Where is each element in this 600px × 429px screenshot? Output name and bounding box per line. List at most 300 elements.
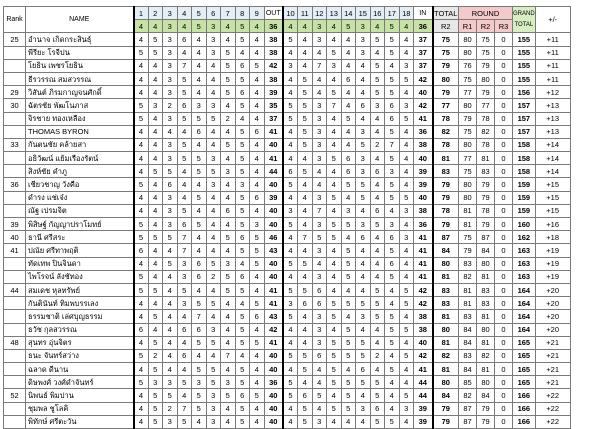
front-hole-score: 4 [192,59,207,72]
round1-score: 77 [459,152,477,165]
front-hole-score: 4 [134,257,149,270]
round2-score: 80 [477,323,495,336]
front-hole-score: 5 [221,59,236,72]
front-hole-score: 4 [148,257,163,270]
front-hole-score: 5 [192,402,207,415]
total-score: 81 [433,310,459,323]
player-rank [4,349,26,362]
back-hole-score: 4 [312,86,327,99]
back-hole-score: 4 [283,72,298,85]
round3-score: 0 [495,191,513,204]
out-score: 38 [264,33,283,46]
round2-score: 83 [477,297,495,310]
front-hole-score: 6 [192,270,207,283]
player-name: นิพนธ์ พิมปาน [26,389,134,402]
back-hole-score: 3 [356,125,371,138]
back-hole-score: 4 [341,283,356,296]
in-score: 42 [414,72,433,85]
grand-total-score: 155 [513,72,536,85]
in-score: 37 [414,33,433,46]
player-rows [4,33,571,429]
back-hole-score: 4 [283,336,298,349]
player-rank [4,257,26,270]
round1-score: 80 [459,138,477,151]
back-hole-score: 5 [341,376,356,389]
round1-score: 81 [459,297,477,310]
back-hole-score: 6 [385,99,400,112]
front-hole-score: 4 [163,297,178,310]
front-hole-score: 4 [221,336,236,349]
grand-total-score: 158 [513,152,536,165]
front-hole-score: 4 [163,125,178,138]
player-rank [4,191,26,204]
front-hole-score: 4 [235,297,250,310]
in-score: 44 [414,389,433,402]
plus-minus-score: +20 [535,323,570,336]
back-hole-score: 4 [283,323,298,336]
back-hole-score: 6 [370,204,385,217]
front-hole-score: 6 [235,59,250,72]
total-score: 84 [433,244,459,257]
plus-minus-score: +11 [535,72,570,85]
player-name: ปณัย ศรีทาพฤติ [26,244,134,257]
round3-score: 0 [495,336,513,349]
front-hole-score: 5 [206,165,221,178]
in-score: 41 [414,244,433,257]
front-hole-score: 5 [206,297,221,310]
round3-score: 0 [495,138,513,151]
front-hole-score: 4 [148,191,163,204]
back-hole-score: 5 [341,389,356,402]
in-score: 36 [414,125,433,138]
front-hole-score: 4 [206,349,221,362]
par-value: 4 [283,20,298,33]
back-hole-score: 4 [298,323,313,336]
front-hole-score: 4 [192,86,207,99]
hole-number: 15 [356,7,371,20]
front-hole-score: 3 [163,59,178,72]
round3-score: 0 [495,152,513,165]
r3-header: R3 [495,20,513,33]
round3-score: 0 [495,283,513,296]
plus-minus-score: +21 [535,376,570,389]
front-hole-score: 4 [192,72,207,85]
back-hole-score: 4 [327,270,342,283]
back-hole-score: 5 [298,165,313,178]
front-hole-score: 3 [206,99,221,112]
grand-total-score: 164 [513,310,536,323]
back-hole-score: 4 [370,178,385,191]
front-hole-score: 4 [221,218,236,231]
hole-number: 13 [327,7,342,20]
grand-total-header: GRAND TOTAL [513,7,536,33]
out-score: 39 [264,86,283,99]
player-row [4,389,571,402]
round3-score: 0 [495,415,513,428]
back-hole-score: 5 [399,323,414,336]
front-hole-score: 4 [148,86,163,99]
back-hole-score: 4 [312,178,327,191]
par-value: 5 [341,20,356,33]
player-name: ธานี ศรีสระ [26,231,134,244]
back-hole-score: 3 [312,112,327,125]
total-score: 75 [433,46,459,59]
back-hole-score: 4 [370,257,385,270]
out-score: 40 [264,363,283,376]
front-hole-score: 3 [163,376,178,389]
in-score: 40 [414,152,433,165]
total-score: 75 [433,33,459,46]
front-hole-score: 4 [250,46,265,59]
player-rank [4,310,26,323]
back-hole-score: 4 [370,125,385,138]
grand-total-score: 164 [513,323,536,336]
back-hole-score: 3 [312,415,327,428]
front-hole-score: 5 [235,125,250,138]
front-hole-score: 4 [192,178,207,191]
out-score: 46 [264,231,283,244]
round2-score: 81 [477,363,495,376]
out-score: 39 [264,191,283,204]
front-hole-score: 4 [148,125,163,138]
back-hole-score: 4 [399,165,414,178]
front-hole-score: 6 [177,99,192,112]
back-hole-score: 6 [298,297,313,310]
player-row [4,415,571,428]
front-hole-score: 3 [221,257,236,270]
out-score: 40 [264,257,283,270]
out-score: 44 [264,165,283,178]
back-hole-score: 4 [385,376,400,389]
back-hole-score: 6 [341,165,356,178]
hole-number: 16 [370,7,385,20]
round2-score: 80 [477,257,495,270]
back-hole-score: 4 [399,336,414,349]
front-hole-score: 4 [148,138,163,151]
front-hole-score: 6 [192,323,207,336]
back-hole-score: 4 [283,191,298,204]
back-hole-score: 4 [385,59,400,72]
front-hole-score: 6 [177,323,192,336]
round2-score: 79 [477,191,495,204]
front-hole-score: 4 [134,72,149,85]
plus-minus-score: +12 [535,86,570,99]
back-hole-score: 4 [385,283,400,296]
player-name: ทัดเทพ ปินจินดา [26,257,134,270]
back-hole-score: 3 [399,99,414,112]
in-score: 41 [414,270,433,283]
front-hole-score: 4 [163,310,178,323]
back-hole-score: 4 [370,270,385,283]
round2-score: 83 [477,283,495,296]
player-row [4,165,571,178]
player-row [4,363,571,376]
back-hole-score: 5 [298,402,313,415]
front-hole-score: 5 [192,218,207,231]
in-score: 38 [414,138,433,151]
round2-score: 82 [477,125,495,138]
front-hole-score: 4 [177,363,192,376]
back-hole-score: 5 [385,415,400,428]
back-hole-score: 4 [370,152,385,165]
back-hole-score: 6 [341,72,356,85]
back-hole-score: 5 [370,218,385,231]
front-hole-score: 5 [221,86,236,99]
back-hole-score: 4 [399,152,414,165]
front-hole-score: 3 [148,99,163,112]
player-row [4,72,571,85]
round2-score: 78 [477,112,495,125]
front-hole-score: 4 [134,204,149,217]
back-hole-score: 3 [399,402,414,415]
player-rank [4,376,26,389]
back-hole-score: 5 [327,46,342,59]
front-hole-score: 5 [134,46,149,59]
round2-score: 81 [477,310,495,323]
front-hole-score: 5 [235,165,250,178]
round2-score: 79 [477,402,495,415]
front-hole-score: 4 [148,112,163,125]
front-hole-score: 5 [134,231,149,244]
in-header: IN [414,7,433,20]
out-score: 40 [264,270,283,283]
in-score: 41 [414,363,433,376]
front-hole-score: 4 [221,323,236,336]
hole-number: 8 [235,7,250,20]
back-hole-score: 2 [370,349,385,362]
back-hole-score: 5 [341,244,356,257]
back-hole-score: 4 [327,389,342,402]
back-hole-score: 4 [341,99,356,112]
back-hole-score: 5 [283,33,298,46]
player-row [4,297,571,310]
back-hole-score: 4 [283,125,298,138]
front-hole-score: 4 [206,138,221,151]
front-hole-score: 3 [221,376,236,389]
player-rank [4,297,26,310]
front-hole-score: 4 [221,297,236,310]
front-hole-score: 5 [134,99,149,112]
front-hole-score: 4 [206,125,221,138]
back-hole-score: 5 [341,178,356,191]
player-name: ณัฐ เปรมจิต [26,204,134,217]
front-hole-score: 6 [250,310,265,323]
out-score: 38 [264,46,283,59]
round2-score: 78 [477,138,495,151]
front-hole-score: 5 [163,389,178,402]
out-score: 41 [264,125,283,138]
out-score: 40 [264,218,283,231]
total-header: TOTAL [433,7,459,20]
front-hole-score: 5 [235,376,250,389]
player-name: ธรรมชาติ เล่ศบุญธรรม [26,310,134,323]
back-hole-score: 3 [385,165,400,178]
total-score: 79 [433,191,459,204]
back-hole-score: 7 [298,231,313,244]
front-hole-score: 4 [235,46,250,59]
back-hole-score: 5 [385,125,400,138]
front-hole-score: 5 [148,402,163,415]
back-hole-score: 3 [399,59,414,72]
total-score: 81 [433,152,459,165]
front-hole-score: 5 [235,152,250,165]
back-hole-score: 5 [283,349,298,362]
grand-total-score: 158 [513,138,536,151]
back-hole-score: 7 [327,99,342,112]
back-hole-score: 3 [312,336,327,349]
back-hole-score: 4 [341,125,356,138]
back-hole-score: 3 [312,218,327,231]
par-value: 4 [399,20,414,33]
front-hole-score: 4 [250,72,265,85]
back-hole-score: 3 [283,59,298,72]
front-hole-score: 4 [221,310,236,323]
back-hole-score: 4 [327,125,342,138]
round2-score: 75 [477,46,495,59]
back-hole-score: 5 [283,310,298,323]
player-name: สุนทร อุ่นจิตร [26,336,134,349]
front-hole-score: 3 [206,415,221,428]
round-header: ROUND [459,7,513,20]
front-hole-score: 2 [206,270,221,283]
back-hole-score: 5 [327,376,342,389]
front-hole-score: 3 [163,72,178,85]
plus-minus-score: +16 [535,218,570,231]
front-hole-score: 7 [177,59,192,72]
front-hole-score: 4 [250,138,265,151]
round3-score: 0 [495,72,513,85]
player-name: ธีรวรรณ สมสวรรณ [26,72,134,85]
header-row-holes [4,7,571,20]
total-score: 82 [433,125,459,138]
grand-total-score: 157 [513,125,536,138]
player-rank: 48 [4,336,26,349]
back-hole-score: 5 [385,310,400,323]
round1-score: 80 [459,46,477,59]
player-name: ไพโรจน์ ลังชัทอง [26,270,134,283]
in-score: 42 [414,283,433,296]
back-hole-score: 3 [312,138,327,151]
total-score: 83 [433,165,459,178]
front-hole-score: 5 [235,191,250,204]
front-hole-score: 5 [163,165,178,178]
round1-score: 84 [459,323,477,336]
back-hole-score: 5 [298,257,313,270]
total-score: 78 [433,138,459,151]
back-hole-score: 7 [312,204,327,217]
back-hole-score: 4 [298,376,313,389]
front-hole-score: 6 [134,244,149,257]
hole-number: 4 [177,7,192,20]
back-hole-score: 5 [356,178,371,191]
front-hole-score: 5 [148,363,163,376]
grand-total-score: 157 [513,99,536,112]
back-hole-score: 3 [312,270,327,283]
back-hole-score: 5 [385,46,400,59]
back-hole-score: 4 [356,72,371,85]
hole-number: 6 [206,7,221,20]
back-hole-score: 5 [370,33,385,46]
player-row [4,349,571,362]
back-hole-score: 4 [312,165,327,178]
back-hole-score: 4 [399,178,414,191]
front-hole-score: 7 [221,349,236,362]
back-hole-score: 5 [327,86,342,99]
front-hole-score: 4 [192,283,207,296]
back-hole-score: 6 [298,389,313,402]
front-hole-score: 4 [206,283,221,296]
round1-score: 75 [459,165,477,178]
back-hole-score: 6 [385,231,400,244]
player-name: THOMAS BYRON [26,125,134,138]
out-score: 40 [264,389,283,402]
front-hole-score: 5 [250,336,265,349]
player-rank: 44 [4,283,26,296]
out-score: 40 [264,415,283,428]
total-score: 83 [433,283,459,296]
player-name: ธวัช กุลสวรรณ [26,323,134,336]
round3-score: 0 [495,310,513,323]
back-hole-score: 4 [327,165,342,178]
back-hole-score: 6 [312,349,327,362]
total-score: 77 [433,99,459,112]
back-hole-score: 4 [341,415,356,428]
back-hole-score: 4 [370,336,385,349]
back-hole-score: 4 [283,402,298,415]
back-hole-score: 4 [385,402,400,415]
r2-header: R2 [477,20,495,33]
player-name: จิรชาย ทองเหลือง [26,112,134,125]
rank-header: Rank [4,7,26,33]
front-hole-score: 3 [206,178,221,191]
front-hole-score: 5 [192,297,207,310]
out-score: 36 [264,376,283,389]
in-score: 37 [414,59,433,72]
total-score: 79 [433,402,459,415]
round3-score: 0 [495,389,513,402]
back-hole-score: 3 [312,125,327,138]
back-hole-score: 4 [356,415,371,428]
front-hole-score: 5 [206,112,221,125]
round3-score: 0 [495,376,513,389]
back-hole-score: 4 [399,125,414,138]
back-hole-score: 5 [341,218,356,231]
front-hole-score: 4 [177,165,192,178]
front-hole-score: 5 [177,138,192,151]
player-row [4,336,571,349]
back-hole-score: 4 [312,363,327,376]
front-hole-score: 4 [250,86,265,99]
back-hole-score: 5 [283,112,298,125]
back-hole-score: 5 [385,178,400,191]
round3-score: 0 [495,402,513,415]
player-rank: 52 [4,389,26,402]
front-hole-score: 4 [235,112,250,125]
grand-total-score: 162 [513,231,536,244]
front-hole-score: 3 [163,33,178,46]
front-hole-score: 4 [250,99,265,112]
back-hole-score: 4 [312,402,327,415]
round1-score: 83 [459,310,477,323]
plus-minus-score: +19 [535,257,570,270]
in-score: 40 [414,86,433,99]
front-hole-score: 4 [177,46,192,59]
back-hole-score: 4 [356,257,371,270]
front-hole-score: 5 [250,389,265,402]
in-score: 39 [414,415,433,428]
grand-total-score: 159 [513,178,536,191]
front-hole-score: 5 [134,376,149,389]
